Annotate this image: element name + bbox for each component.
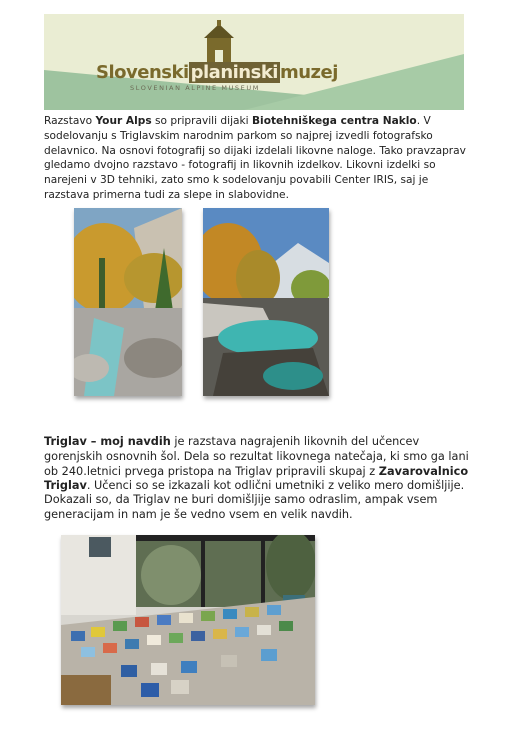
paragraph-your-alps: Razstavo Your Alps so pripravili dijaki Biotehniškega centra Naklo. V sodelovanju s Triglavskim narodnim parkom so najprej izvedli fotografsko delavnico. Na osnovi fotografij so dijaki izdelali likovne naloge. Tako pravzaprav gledamo dvojno razstavo - fotografij in likovnih izdelkov. Likovni izdelki so narejeni v 3D tehniki, zato smo k sodelovanju povabili Center IRIS, saj je razstava primerna tudi za slepe in slabovidne. [44, 115, 466, 201]
paragraph-triglav: Triglav – moj navdih je razstava nagrajenih likovnih del učencev gorenjskih osnovnih šol. Dela so rezultat likovnega natečaja, ki smo ga lani ob 240.letnici prvega pristopa na Triglav pripravili skupaj z Zavarovalnico Triglav. Učenci so se izkazali kot odlični umetniki z veliko mero domišljije. [44, 435, 469, 493]
exhibition-image [61, 535, 315, 705]
painting-image [74, 208, 182, 396]
photo-image [203, 208, 329, 396]
castle-icon [194, 20, 244, 66]
logo-text: Slovenski planinski muzej [96, 62, 338, 83]
logo-subtitle: SLOVENIAN ALPINE MUSEUM [130, 84, 260, 92]
paragraph-inspiration: Dokazali so, da Triglav ne buri domišljije samo odraslim, ampak vsem generacijam in nam je še vedno vsem en velik navdih. [44, 493, 438, 521]
header-banner [44, 14, 464, 110]
